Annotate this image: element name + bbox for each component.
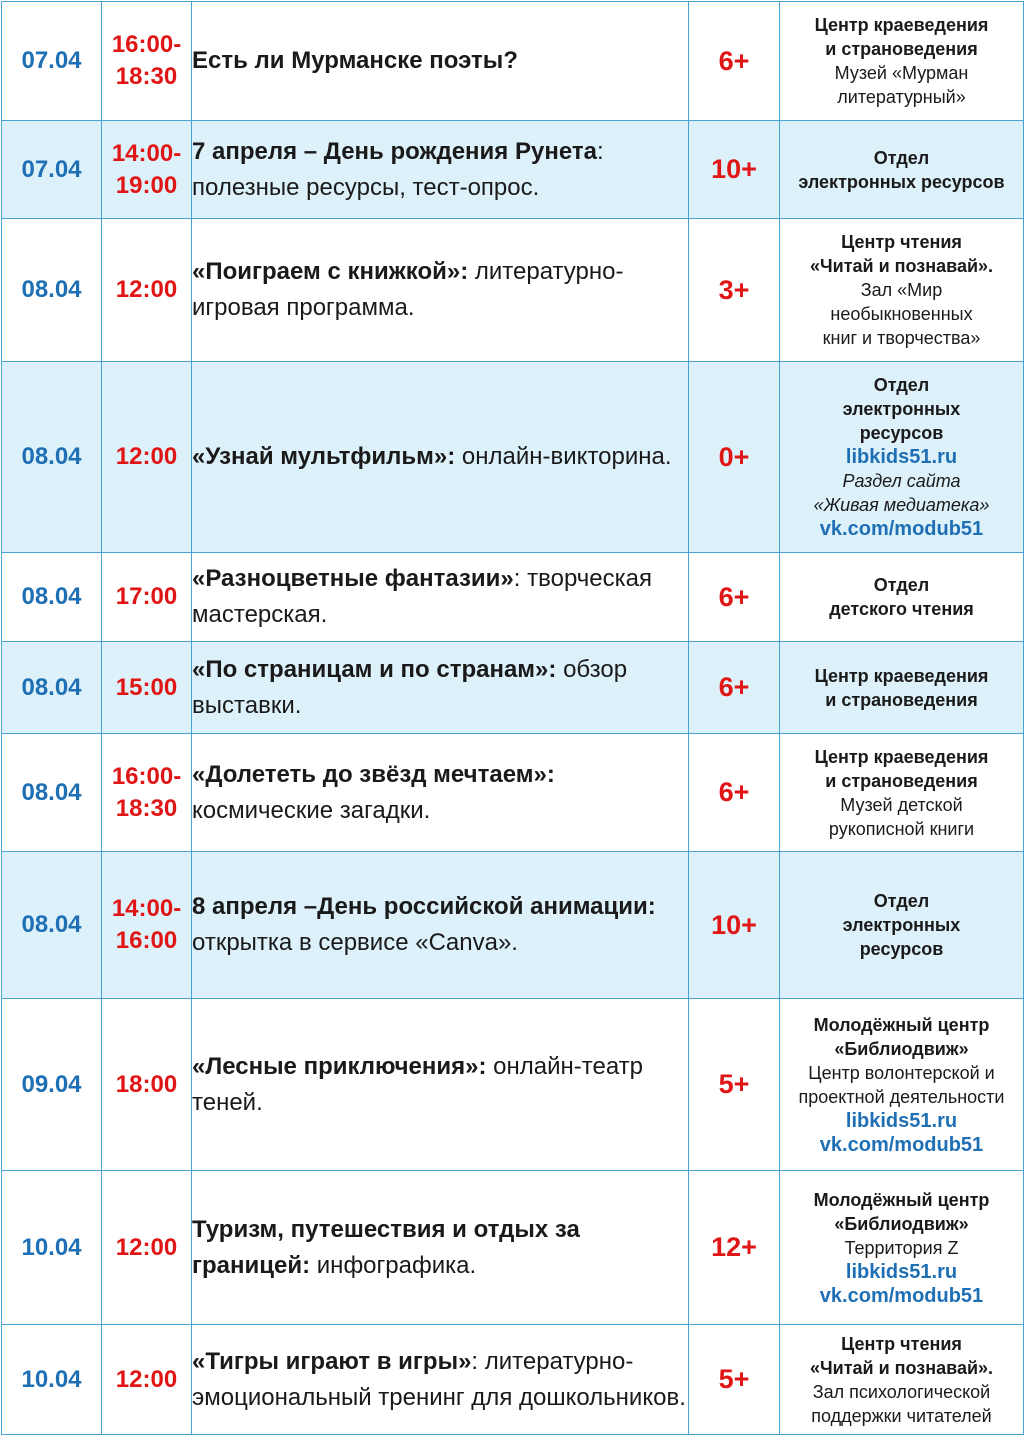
event-title: «Долететь до звёзд мечтаем»: космические загадки. <box>192 734 689 852</box>
event-date: 10.04 <box>2 1325 102 1435</box>
event-location: Центр краеведения и страноведения Музей «Мурман литературный» <box>780 2 1024 121</box>
event-time: 17:00 <box>102 553 192 642</box>
age-rating: 6+ <box>689 553 780 642</box>
event-location: Центр чтения «Читай и познавай». Зал «Мир необыкновенных книг и творчества» <box>780 219 1024 362</box>
event-location: Отдел электронных ресурсов <box>780 121 1024 219</box>
event-date: 09.04 <box>2 999 102 1171</box>
event-title: «Разноцветные фантазии»: творческая мастерская. <box>192 553 689 642</box>
event-title: Туризм, путешествия и отдых за границей: инфографика. <box>192 1171 689 1325</box>
event-date: 08.04 <box>2 362 102 553</box>
site-link[interactable]: libkids51.ru <box>845 1109 958 1132</box>
event-time: 12:00 <box>102 362 192 553</box>
event-title: «Лесные приключения»: онлайн-театр теней. <box>192 999 689 1171</box>
event-date: 08.04 <box>2 553 102 642</box>
schedule-row <box>2 362 1024 553</box>
schedule-row <box>2 642 1024 734</box>
event-location: Центр краеведения и страноведения Музей детской рукописной книги <box>780 734 1024 852</box>
event-date: 08.04 <box>2 642 102 734</box>
event-location: Молодёжный центр «Библиодвиж» Центр волонтерской и проектной деятельности libkids51.ru vk.com/modub51 <box>780 999 1024 1171</box>
schedule-body <box>2 2 1024 1435</box>
event-date: 08.04 <box>2 852 102 999</box>
event-time: 15:00 <box>102 642 192 734</box>
schedule-row <box>2 1171 1024 1325</box>
schedule-row <box>2 2 1024 121</box>
event-title: Есть ли Мурманске поэты? <box>192 2 689 121</box>
age-rating: 6+ <box>689 2 780 121</box>
schedule-row <box>2 734 1024 852</box>
event-location: Центр чтения «Читай и познавай». Зал психологической поддержки читателей <box>780 1325 1024 1435</box>
age-rating: 10+ <box>689 852 780 999</box>
age-rating: 6+ <box>689 642 780 734</box>
age-rating: 5+ <box>689 1325 780 1435</box>
event-time: 16:00- 18:30 <box>102 2 192 121</box>
age-rating: 12+ <box>689 1171 780 1325</box>
event-location: Отдел детского чтения <box>780 553 1024 642</box>
event-title: «Тигры играют в игры»: литературно-эмоциональный тренинг для дошкольников. <box>192 1325 689 1435</box>
event-time: 14:00- 16:00 <box>102 852 192 999</box>
event-date: 08.04 <box>2 219 102 362</box>
event-title: «Узнай мультфильм»: онлайн-викторина. <box>192 362 689 553</box>
event-title: 7 апреля – День рождения Рунета: полезные ресурсы, тест-опрос. <box>192 121 689 219</box>
vk-link[interactable]: vk.com/modub51 <box>819 1133 984 1156</box>
event-location: Молодёжный центр «Библиодвиж» Территория Z libkids51.ru vk.com/modub51 <box>780 1171 1024 1325</box>
event-time: 12:00 <box>102 219 192 362</box>
event-time: 12:00 <box>102 1171 192 1325</box>
event-location: Отдел электронных ресурсов <box>780 852 1024 999</box>
event-date: 07.04 <box>2 2 102 121</box>
event-title: 8 апреля –День российской анимации: открытка в сервисе «Canva». <box>192 852 689 999</box>
event-date: 08.04 <box>2 734 102 852</box>
schedule-row <box>2 219 1024 362</box>
site-link[interactable]: libkids51.ru <box>845 1260 958 1283</box>
site-link[interactable]: libkids51.ru <box>845 446 958 468</box>
schedule-table <box>1 1 1024 1435</box>
event-date: 10.04 <box>2 1171 102 1325</box>
schedule-row <box>2 999 1024 1171</box>
age-rating: 5+ <box>689 999 780 1171</box>
event-location: Центр краеведения и страноведения <box>780 642 1024 734</box>
vk-link[interactable]: vk.com/modub51 <box>819 518 984 540</box>
event-time: 18:00 <box>102 999 192 1171</box>
age-rating: 6+ <box>689 734 780 852</box>
event-date: 07.04 <box>2 121 102 219</box>
event-location: Отдел электронных ресурсов libkids51.ru Раздел сайта «Живая медиатека» vk.com/modub51 <box>780 362 1024 553</box>
event-title: «По страницам и по странам»: обзор выставки. <box>192 642 689 734</box>
age-rating: 3+ <box>689 219 780 362</box>
event-title: «Поиграем с книжкой»: литературно-игровая программа. <box>192 219 689 362</box>
event-time: 12:00 <box>102 1325 192 1435</box>
schedule-row <box>2 553 1024 642</box>
vk-link[interactable]: vk.com/modub51 <box>819 1284 984 1307</box>
schedule-row <box>2 852 1024 999</box>
age-rating: 0+ <box>689 362 780 553</box>
event-time: 14:00- 19:00 <box>102 121 192 219</box>
schedule-row <box>2 121 1024 219</box>
event-time: 16:00- 18:30 <box>102 734 192 852</box>
schedule-row <box>2 1325 1024 1435</box>
age-rating: 10+ <box>689 121 780 219</box>
